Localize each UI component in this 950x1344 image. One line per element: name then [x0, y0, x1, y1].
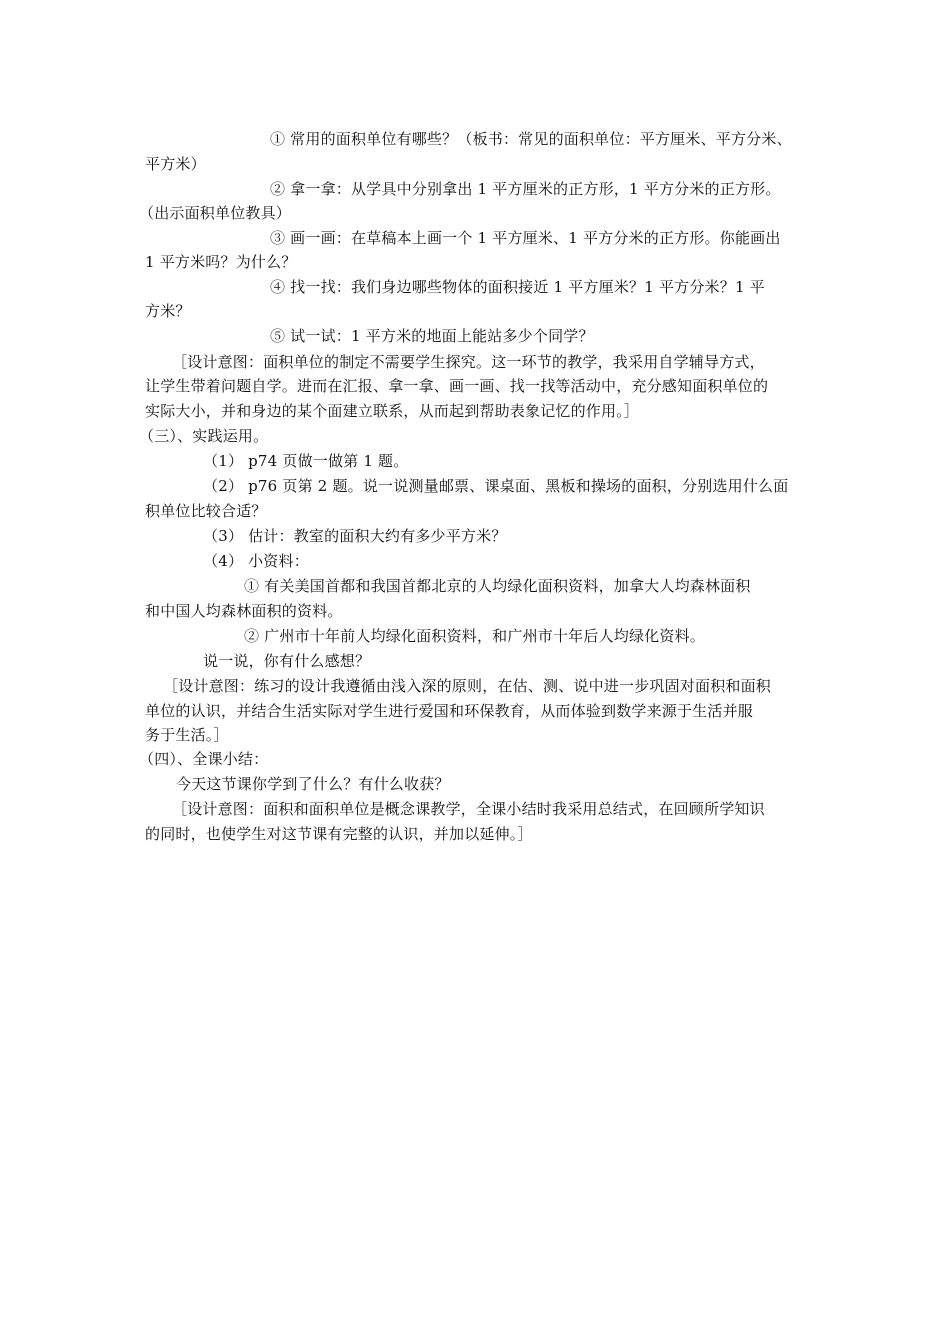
- design-intent-1-line-1: ［设计意图：面积单位的制定不需要学生探究。这一环节的教学，我采用自学辅导方式，: [172, 353, 765, 371]
- material-1: ① 有关美国首都和我国首都北京的人均绿化面积资料，加拿大人均森林面积: [244, 577, 751, 595]
- design-intent-2-line-1: ［设计意图：练习的设计我遵循由浅入深的原则，在估、测、说中进一步巩固对面积和面积: [163, 677, 772, 695]
- material-2: ② 广州市十年前人均绿化面积资料，和广州市十年后人均绿化资料。: [244, 627, 705, 645]
- design-intent-3-line-2: 的同时，也使学生对这节课有完整的认识，并加以延伸。］: [145, 825, 533, 843]
- practice-item-4: （4） 小资料：: [203, 552, 309, 570]
- q5-try-estimate: ⑤ 试一试：1 平方米的地面上能站多少个同学？: [270, 327, 594, 345]
- q3-continuation: 1 平方米吗？为什么？: [145, 253, 297, 271]
- summary-question: 今天这节课你学到了什么？有什么收获？: [176, 775, 450, 793]
- practice-item-2: （2） p76 页第 2 题。说一说测量邮票、课桌面、黑板和操场的面积，分别选用什么面: [203, 477, 789, 495]
- practice-item-3: （3） 估计：教室的面积大约有多少平方米？: [203, 527, 507, 545]
- design-intent-3-line-1: ［设计意图：面积和面积单位是概念课教学，全课小结时我采用总结式，在回顾所学知识: [172, 800, 765, 818]
- design-intent-1-line-3: 实际大小，并和身边的某个面建立联系，从而起到帮助表象记忆的作用。］: [145, 402, 640, 420]
- q1-common-area-units: ① 常用的面积单位有哪些？（板书：常见的面积单位：平方厘米、平方分米、: [270, 130, 792, 148]
- design-intent-2-line-2: 单位的认识，并结合生活实际对学生进行爱国和环保教育，从而体验到数学来源于生活并服: [145, 702, 754, 720]
- practice-item-1: （1） p74 页做一做第 1 题。: [203, 452, 409, 470]
- material-1-continuation: 和中国人均森林面积的资料。: [145, 602, 343, 620]
- design-intent-2-line-3: 务于生活。］: [145, 726, 229, 744]
- section-3-heading: （三）、实践运用。: [139, 427, 269, 445]
- design-intent-1-line-2: 让学生带着问题自学。进而在汇报、拿一拿、画一画、找一找等活动中，充分感知面积单位的: [145, 377, 769, 395]
- q4-find-objects: ④ 找一找：我们身边哪些物体的面积接近 1 平方厘米？1 平方分米？1 平: [270, 278, 765, 296]
- section-4-heading: （四）、全课小结：: [139, 750, 269, 768]
- q4-continuation: 方米？: [145, 302, 191, 320]
- q3-draw-squares: ③ 画一画：在草稿本上画一个 1 平方厘米、1 平方分米的正方形。你能画出: [270, 229, 781, 247]
- discussion-prompt: 说一说，你有什么感想？: [203, 652, 371, 670]
- practice-item-2-continuation: 积单位比较合适？: [145, 502, 267, 520]
- q1-continuation: 平方米）: [145, 155, 206, 173]
- q2-take-squares: ② 拿一拿：从学具中分别拿出 1 平方厘米的正方形，1 平方分米的正方形。: [270, 180, 781, 198]
- q2-continuation: （出示面积单位教具）: [139, 204, 292, 222]
